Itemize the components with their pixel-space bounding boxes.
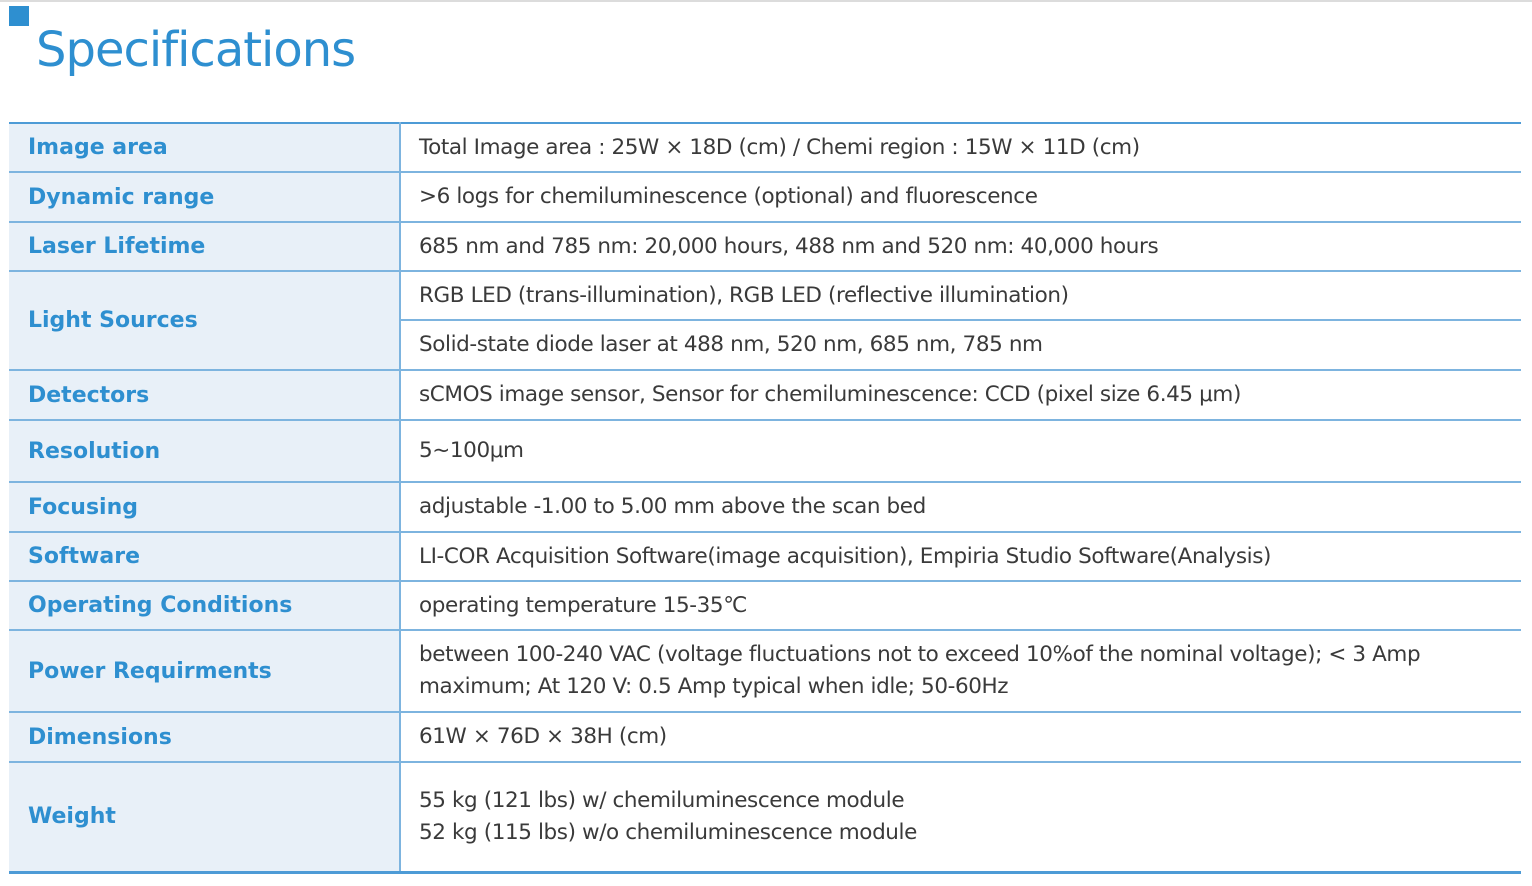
spec-row-dimensions	[9, 712, 1521, 762]
spec-value-text: Total Image area : 25W × 18D (cm) / Chemi region : 15W × 11D (cm)	[419, 134, 1140, 160]
spec-value-text: 52 kg (115 lbs) w/o chemiluminescence module	[419, 819, 917, 845]
spec-value-text: 685 nm and 785 nm: 20,000 hours, 488 nm and 520 nm: 40,000 hours	[419, 233, 1159, 259]
spec-label: Focusing	[9, 482, 400, 532]
spec-value	[400, 712, 1521, 762]
spec-label: Weight	[9, 762, 400, 872]
spec-row-software	[9, 532, 1521, 581]
spec-value	[400, 420, 1521, 482]
spec-row-image-area	[9, 123, 1521, 172]
spec-value	[400, 271, 1521, 320]
spec-row-focusing	[9, 482, 1521, 532]
spec-label: Power Requirments	[9, 630, 400, 712]
spec-value	[400, 172, 1521, 222]
specifications-table	[9, 122, 1521, 874]
spec-value-text: between 100-240 VAC (voltage fluctuations not to exceed 10%of the nominal voltage); < 3 Amp maximum; At 120 V: 0.5 Amp typical when idle; 50-60Hz	[419, 642, 1421, 699]
spec-value	[400, 762, 1521, 872]
spec-row-light-sources-1	[9, 271, 1521, 320]
spec-value-text: Solid-state diode laser at 488 nm, 520 nm, 685 nm, 785 nm	[419, 332, 1043, 357]
spec-value	[400, 581, 1521, 630]
spec-row-resolution	[9, 420, 1521, 482]
spec-label: Image area	[9, 123, 400, 172]
spec-label: Detectors	[9, 370, 400, 420]
spec-row-power-requirements	[9, 630, 1521, 712]
spec-value	[400, 482, 1521, 532]
spec-row-laser-lifetime	[9, 222, 1521, 271]
spec-value-text: >6 logs for chemiluminescence (optional) and fluorescence	[419, 184, 1038, 209]
spec-label: Resolution	[9, 420, 400, 482]
spec-row-operating-conditions	[9, 581, 1521, 630]
spec-value-text: 5~100μm	[419, 438, 524, 463]
title-accent-square	[9, 6, 29, 26]
spec-row-weight	[9, 762, 1521, 872]
spec-value-text: operating temperature 15-35℃	[419, 592, 747, 618]
spec-value-text: RGB LED (trans-illumination), RGB LED (reflective illumination)	[419, 282, 1069, 308]
spec-value	[400, 320, 1521, 370]
spec-value	[400, 532, 1521, 581]
spec-label: Dimensions	[9, 712, 400, 762]
spec-label: Light Sources	[9, 271, 400, 370]
spec-value	[400, 222, 1521, 271]
page-title: Specifications	[36, 22, 356, 78]
spec-value-text: 61W × 76D × 38H (cm)	[419, 724, 667, 749]
spec-value	[400, 370, 1521, 420]
spec-value-text: 55 kg (121 lbs) w/ chemiluminescence module	[419, 787, 905, 813]
spec-value-text: adjustable -1.00 to 5.00 mm above the scan bed	[419, 494, 926, 519]
spec-label: Operating Conditions	[9, 581, 400, 630]
spec-row-detectors	[9, 370, 1521, 420]
spec-value-text: LI-COR Acquisition Software(image acquisition), Empiria Studio Software(Analysis)	[419, 543, 1272, 569]
spec-value	[400, 630, 1521, 712]
top-divider	[0, 0, 1532, 2]
spec-label: Software	[9, 532, 400, 581]
spec-value-text: sCMOS image sensor, Sensor for chemiluminescence: CCD (pixel size 6.45 μm)	[419, 382, 1241, 407]
spec-label: Dynamic range	[9, 172, 400, 222]
spec-row-dynamic-range	[9, 172, 1521, 222]
spec-value	[400, 123, 1521, 172]
spec-label: Laser Lifetime	[9, 222, 400, 271]
